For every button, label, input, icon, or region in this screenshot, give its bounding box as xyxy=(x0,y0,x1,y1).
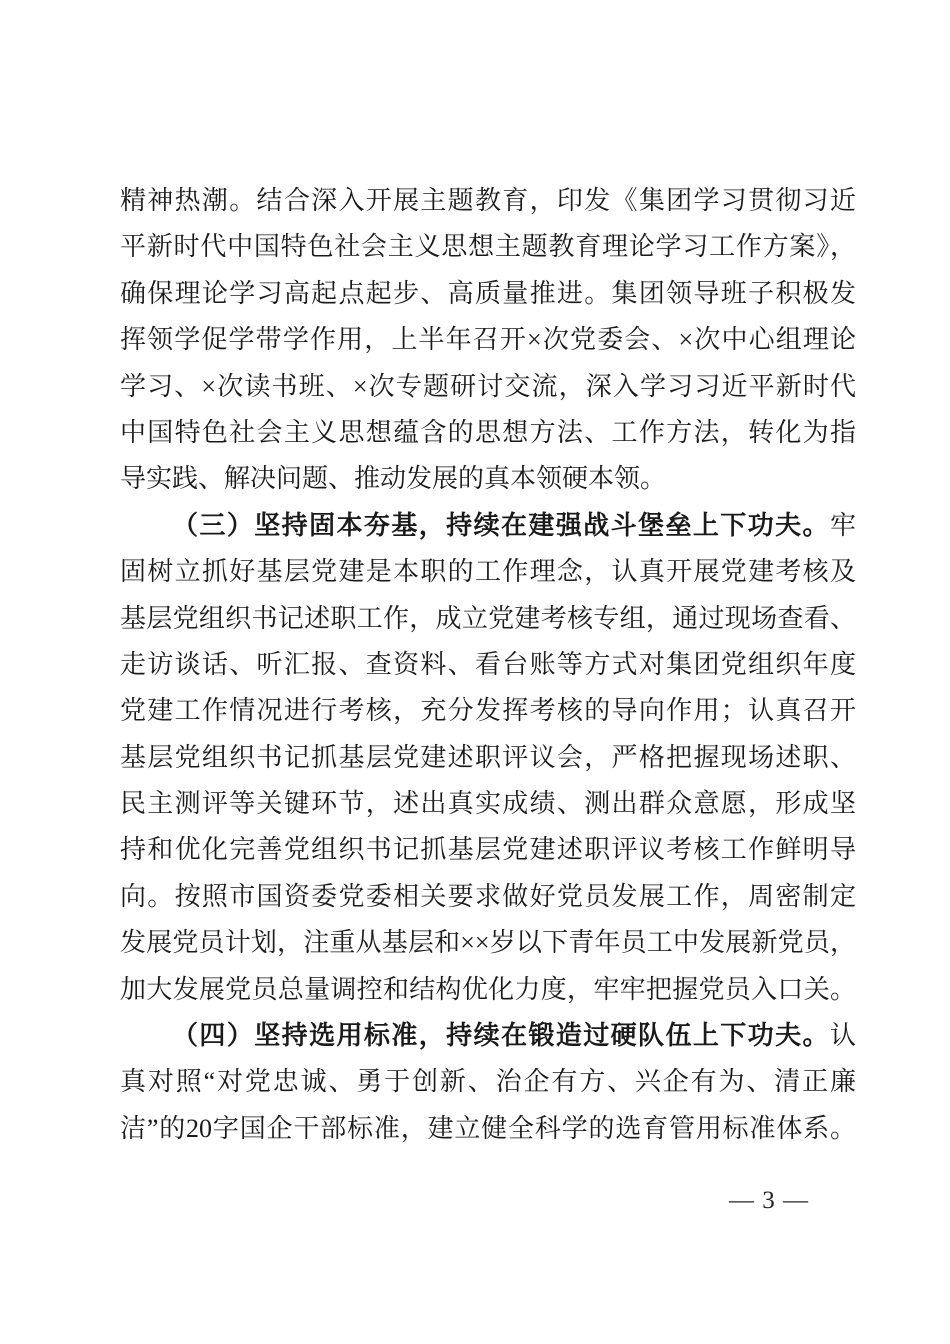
text-line xyxy=(120,735,856,781)
text-line xyxy=(120,642,856,688)
body-text: 民主测评等关键环节，述出真实成绩、测出群众意愿，形成坚 xyxy=(120,789,856,819)
text-line xyxy=(120,1106,856,1152)
body-text: 学习、×次读书班、×次专题研讨交流，深入学习习近平新时代 xyxy=(120,371,856,401)
text-line xyxy=(120,271,856,317)
body-text: 基层党组织书记述职工作，成立党建考核专组，通过现场查看、 xyxy=(120,603,856,633)
body-text: 洁”的20字国企干部标准，建立健全科学的选育管用标准体系。 xyxy=(120,1113,856,1143)
body-text: 加大发展党员总量调控和结构优化力度，牢牢把握党员入口关。 xyxy=(120,974,856,1004)
body-text: 固树立抓好基层党建是本职的工作理念，认真开展党建考核及 xyxy=(120,557,856,587)
page-number: — 3 — xyxy=(729,1187,809,1214)
text-line xyxy=(120,503,856,549)
body-text: 党建工作情况进行考核，充分发挥考核的导向作用；认真召开 xyxy=(120,696,856,726)
body-text: 持和优化完善党组织书记抓基层党建述职评议考核工作鲜明导 xyxy=(120,835,856,865)
body-text: 挥领学促学带学作用，上半年召开×次党委会、×次中心组理论 xyxy=(120,325,856,355)
text-line xyxy=(120,178,856,224)
text-line xyxy=(120,364,856,410)
text-line xyxy=(120,1059,856,1105)
text-line xyxy=(120,1013,856,1059)
text-line xyxy=(120,688,856,734)
body-text: 导实践、解决问题、推动发展的真本领硬本领。 xyxy=(120,464,667,494)
text-line xyxy=(120,596,856,642)
body-text: 牢 xyxy=(829,510,856,540)
text-line xyxy=(120,224,856,270)
text-line xyxy=(120,967,856,1013)
text-line xyxy=(120,827,856,873)
body-text: 精神热潮。结合深入开展主题教育，印发《集团学习贯彻习近 xyxy=(120,186,856,215)
body-text: 向。按照市国资委党委相关要求做好党员发展工作，周密制定 xyxy=(120,881,856,911)
body-text: 真对照“对党忠诚、勇于创新、治企有方、兴企有为、清正廉 xyxy=(120,1067,856,1097)
text-line xyxy=(120,874,856,920)
body-text: 认 xyxy=(829,1021,856,1051)
document-body xyxy=(120,178,856,1152)
body-text: 走访谈话、听汇报、查资料、看台账等方式对集团党组织年度 xyxy=(120,649,856,679)
text-line xyxy=(120,456,856,502)
body-text: 发展党员计划，注重从基层和××岁以下青年员工中发展新党员， xyxy=(120,928,856,958)
body-text: 基层党组织书记抓基层党建述职评议会，严格把握现场述职、 xyxy=(120,742,856,772)
text-line xyxy=(120,549,856,595)
text-line xyxy=(120,317,856,363)
body-text: 中国特色社会主义思想蕴含的思想方法、工作方法，转化为指 xyxy=(120,417,856,447)
lead-sentence-text: （三）坚持固本夯基，持续在建强战斗堡垒上下功夫。 xyxy=(172,510,830,540)
text-line xyxy=(120,920,856,966)
text-line xyxy=(120,410,856,456)
body-text: 确保理论学习高起点起步、高质量推进。集团领导班子积极发 xyxy=(120,278,856,308)
text-line xyxy=(120,781,856,827)
body-text: 平新时代中国特色社会主义思想主题教育理论学习工作方案》， xyxy=(120,232,856,262)
lead-sentence-text: （四）坚持选用标准，持续在锻造过硬队伍上下功夫。 xyxy=(172,1021,830,1051)
